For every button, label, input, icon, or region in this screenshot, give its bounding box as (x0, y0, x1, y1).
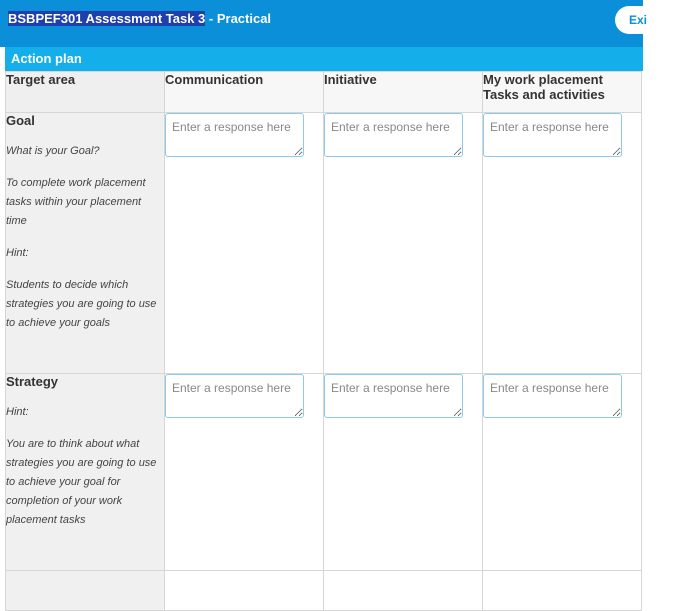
next-initiative-cell (324, 571, 483, 611)
strategy-tasks-input[interactable] (483, 374, 622, 418)
goal-initiative-cell (324, 113, 483, 374)
goal-hint-text: Students to decide which strategies you are going to use to achieve your goals (6, 279, 157, 329)
next-tasks-cell (483, 571, 642, 611)
action-plan-title: Action plan (5, 47, 643, 71)
table-row-strategy (6, 374, 642, 571)
action-plan-table (5, 71, 642, 611)
goal-tasks-input[interactable] (483, 113, 622, 157)
goal-description: To complete work placement tasks within your placement time (6, 177, 146, 227)
goal-label-cell (6, 113, 165, 374)
table-row-next (6, 571, 642, 611)
strategy-title: Strategy (6, 374, 59, 389)
goal-initiative-input[interactable] (324, 113, 463, 157)
strategy-label-cell (6, 374, 165, 571)
top-bar (0, 0, 648, 47)
goal-question: What is your Goal? (6, 145, 100, 157)
page-title-highlighted: BSBPEF301 Assessment Task 3 (8, 11, 206, 26)
strategy-communication-cell (165, 374, 324, 571)
strategy-hint-label: Hint: (6, 406, 29, 418)
next-communication-cell (165, 571, 324, 611)
strategy-tasks-cell (483, 374, 642, 571)
goal-tasks-cell (483, 113, 642, 374)
exit-button[interactable]: Exi (615, 6, 675, 34)
strategy-initiative-cell (324, 374, 483, 571)
column-header-target-area: Target area (6, 72, 165, 113)
table-header-row (6, 72, 642, 113)
goal-communication-cell (165, 113, 324, 374)
strategy-initiative-input[interactable] (324, 374, 463, 418)
strategy-hint-text: You are to think about what strategies you are going to use to achieve your goal for completion of your work placement tasks (6, 438, 157, 526)
column-header-work-placement-tasks: My work placement Tasks and activities (483, 72, 642, 113)
table-row-goal (6, 113, 642, 374)
page-title-suffix: - Practical (205, 11, 272, 26)
next-label-cell (6, 571, 165, 611)
goal-hint-label: Hint: (6, 247, 29, 259)
strategy-communication-input[interactable] (165, 374, 304, 418)
column-header-initiative: Initiative (324, 72, 483, 113)
column-header-communication: Communication (165, 72, 324, 113)
goal-communication-input[interactable] (165, 113, 304, 157)
action-plan-section (5, 47, 643, 576)
page-title (8, 11, 271, 26)
goal-title: Goal (6, 113, 35, 128)
